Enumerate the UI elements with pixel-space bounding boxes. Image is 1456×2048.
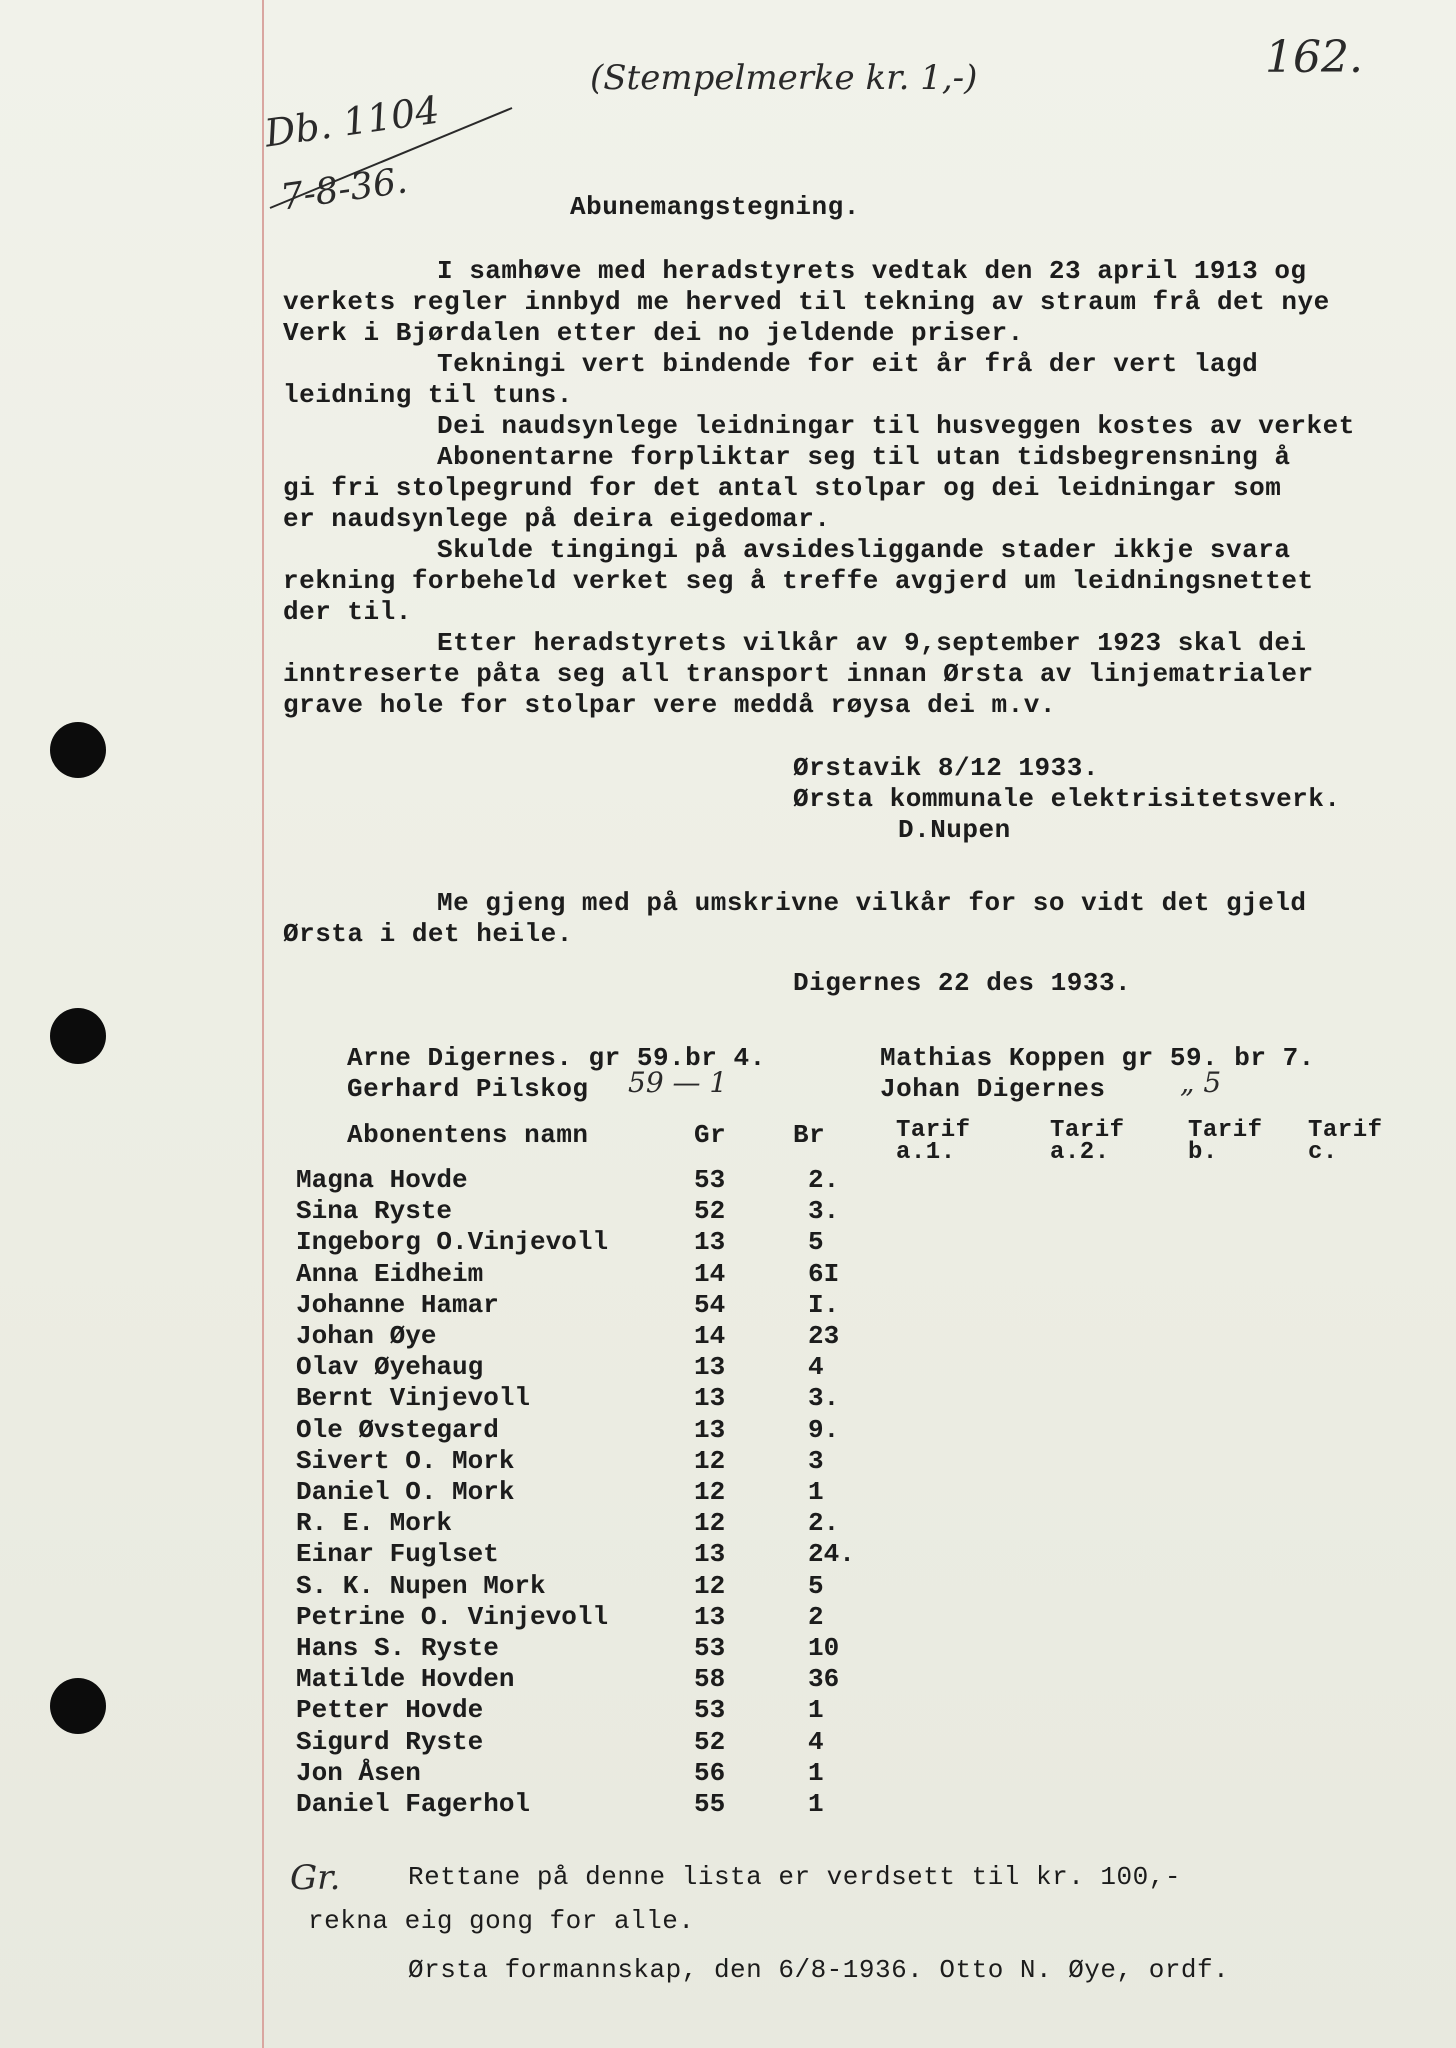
row-gr: 13 — [694, 1227, 726, 1257]
row-name: Bernt Vinjevoll — [296, 1383, 531, 1413]
row-br: 4 — [808, 1352, 824, 1382]
row-name: Hans S. Ryste — [296, 1633, 499, 1663]
body-line: der til. — [283, 597, 412, 627]
row-br: 23 — [808, 1321, 840, 1351]
body-line: gi fri stolpegrund for det antal stolpar og dei leidningar som — [283, 473, 1282, 503]
row-gr: 54 — [694, 1290, 726, 1320]
row-gr: 12 — [694, 1571, 726, 1601]
row-name: Petter Hovde — [296, 1695, 484, 1725]
row-gr: 53 — [694, 1695, 726, 1725]
row-br: 6I — [808, 1259, 840, 1289]
punch-hole — [50, 722, 106, 778]
body-line: Dei naudsynlege leidningar til husveggen kostes av verket — [437, 411, 1355, 441]
row-br: 1 — [808, 1758, 824, 1788]
organisation: Ørsta kommunale elektrisitetsverk. — [793, 784, 1341, 814]
row-name: Daniel O. Mork — [296, 1477, 515, 1507]
row-br: 1 — [808, 1477, 824, 1507]
body-line: Abonentarne forpliktar seg til utan tidsbegrensning å — [437, 442, 1291, 472]
row-name: Ingeborg O.Vinjevoll — [296, 1227, 609, 1257]
row-name: R. E. Mork — [296, 1508, 453, 1538]
margin-note: Gr. — [290, 1858, 341, 1898]
registration-underline — [262, 100, 522, 220]
row-gr: 13 — [694, 1539, 726, 1569]
margin-rule — [262, 0, 264, 2048]
registration-date: 7-8-36. — [278, 160, 410, 219]
row-gr: 14 — [694, 1259, 726, 1289]
row-gr: 14 — [694, 1321, 726, 1351]
row-name: Jon Åsen — [296, 1758, 421, 1788]
row-gr: 13 — [694, 1352, 726, 1382]
statement-line: Ørsta i det heile. — [283, 919, 573, 949]
row-br: 3 — [808, 1446, 824, 1476]
body-line: I samhøve med heradstyrets vedtak den 23 april 1913 og — [437, 256, 1307, 286]
statement-line: Me gjeng med på umskrivne vilkår for so vidt det gjeld — [437, 888, 1307, 918]
row-gr: 55 — [694, 1789, 726, 1819]
signer-1: D.Nupen — [898, 815, 1011, 845]
signatory-right-handwritten: „ 5 — [1180, 1066, 1222, 1099]
row-gr: 58 — [694, 1664, 726, 1694]
row-gr: 53 — [694, 1633, 726, 1663]
signatory-left: Arne Digernes. gr 59.br 4. — [347, 1043, 766, 1073]
footer-line: Ørsta formannskap, den 6/8-1936. Otto N. Øye, ordf. — [408, 1955, 1230, 1985]
row-br: 2. — [808, 1508, 840, 1538]
column-header-br: Br — [793, 1120, 826, 1150]
row-br: 36 — [808, 1664, 840, 1694]
row-name: Sina Ryste — [296, 1196, 453, 1226]
signatory-left: Gerhard Pilskog — [347, 1074, 589, 1104]
column-header-tarif-a1: Tarif a.1. — [896, 1117, 971, 1166]
body-line: rekning forbeheld verket seg å treffe avgjerd um leidningsnettet — [283, 566, 1314, 596]
row-br: 2 — [808, 1602, 824, 1632]
document-title: Abunemangstegning. — [570, 192, 860, 222]
row-name: Olav Øyehaug — [296, 1352, 484, 1382]
row-gr: 52 — [694, 1727, 726, 1757]
signatory-right: Johan Digernes — [880, 1074, 1106, 1104]
row-name: Johanne Hamar — [296, 1290, 499, 1320]
row-name: Sivert O. Mork — [296, 1446, 515, 1476]
row-name: Magna Hovde — [296, 1165, 468, 1195]
body-line: Etter heradstyrets vilkår av 9,september 1923 skal dei — [437, 628, 1307, 658]
body-line: grave hole for stolpar vere meddå røysa dei m.v. — [283, 690, 1056, 720]
footer-line: Rettane på denne lista er verdsett til kr. 100,- — [408, 1862, 1181, 1892]
row-br: 4 — [808, 1727, 824, 1757]
body-line: leidning til tuns. — [283, 380, 573, 410]
body-line: verkets regler innbyd me herved til tekning av straum frå det nye — [283, 287, 1330, 317]
body-line: er naudsynlege på deira eigedomar. — [283, 504, 831, 534]
column-header-gr: Gr — [694, 1120, 727, 1150]
row-br: 9. — [808, 1415, 840, 1445]
row-br: 1 — [808, 1789, 824, 1819]
row-br: 2. — [808, 1165, 840, 1195]
row-br: 5 — [808, 1571, 824, 1601]
row-br: 3. — [808, 1196, 840, 1226]
row-gr: 53 — [694, 1165, 726, 1195]
registration-number: Db. 1104 — [262, 87, 443, 156]
row-name: Johan Øye — [296, 1321, 437, 1351]
row-name: Sigurd Ryste — [296, 1727, 484, 1757]
row-name: Daniel Fagerhol — [296, 1789, 531, 1819]
row-gr: 56 — [694, 1758, 726, 1788]
stamp-note: (Stempelmerke kr. 1,-) — [590, 58, 978, 98]
row-name: Anna Eidheim — [296, 1259, 484, 1289]
column-header-name: Abonentens namn — [347, 1120, 589, 1150]
body-line: inntreserte påta seg all transport innan Ørsta av linjematrialer — [283, 659, 1314, 689]
row-gr: 12 — [694, 1477, 726, 1507]
row-gr: 52 — [694, 1196, 726, 1226]
row-gr: 13 — [694, 1602, 726, 1632]
signatory-left-handwritten: 59 — 1 — [628, 1066, 728, 1099]
row-br: 10 — [808, 1633, 840, 1663]
row-br: 5 — [808, 1227, 824, 1257]
signatory-right: Mathias Koppen gr 59. br 7. — [880, 1043, 1315, 1073]
punch-hole — [50, 1678, 106, 1734]
row-name: Einar Fuglset — [296, 1539, 499, 1569]
column-header-tarif-a2: Tarif a.2. — [1050, 1117, 1125, 1166]
row-br: 1 — [808, 1695, 824, 1725]
footer-line: rekna eig gong for alle. — [308, 1906, 695, 1936]
body-line: Skulde tingingi på avsidesliggande stader ikkje svara — [437, 535, 1291, 565]
place-date-2: Digernes 22 des 1933. — [793, 968, 1132, 998]
row-br: I. — [808, 1290, 840, 1320]
column-header-tarif-b: Tarif b. — [1188, 1117, 1263, 1166]
row-br: 24. — [808, 1539, 855, 1569]
row-br: 3. — [808, 1383, 840, 1413]
row-gr: 12 — [694, 1508, 726, 1538]
row-name: Ole Øvstegard — [296, 1415, 499, 1445]
column-header-tarif-c: Tarif c. — [1308, 1117, 1383, 1166]
place-date-1: Ørstavik 8/12 1933. — [793, 753, 1099, 783]
body-line: Tekningi vert bindende for eit år frå der vert lagd — [437, 349, 1259, 379]
row-name: Petrine O. Vinjevoll — [296, 1602, 609, 1632]
row-name: Matilde Hovden — [296, 1664, 515, 1694]
row-gr: 12 — [694, 1446, 726, 1476]
row-gr: 13 — [694, 1415, 726, 1445]
punch-hole — [50, 1008, 106, 1064]
row-name: S. K. Nupen Mork — [296, 1571, 546, 1601]
body-line: Verk i Bjørdalen etter dei no jeldende priser. — [283, 318, 1024, 348]
page-number: 162. — [1265, 32, 1363, 83]
row-gr: 13 — [694, 1383, 726, 1413]
